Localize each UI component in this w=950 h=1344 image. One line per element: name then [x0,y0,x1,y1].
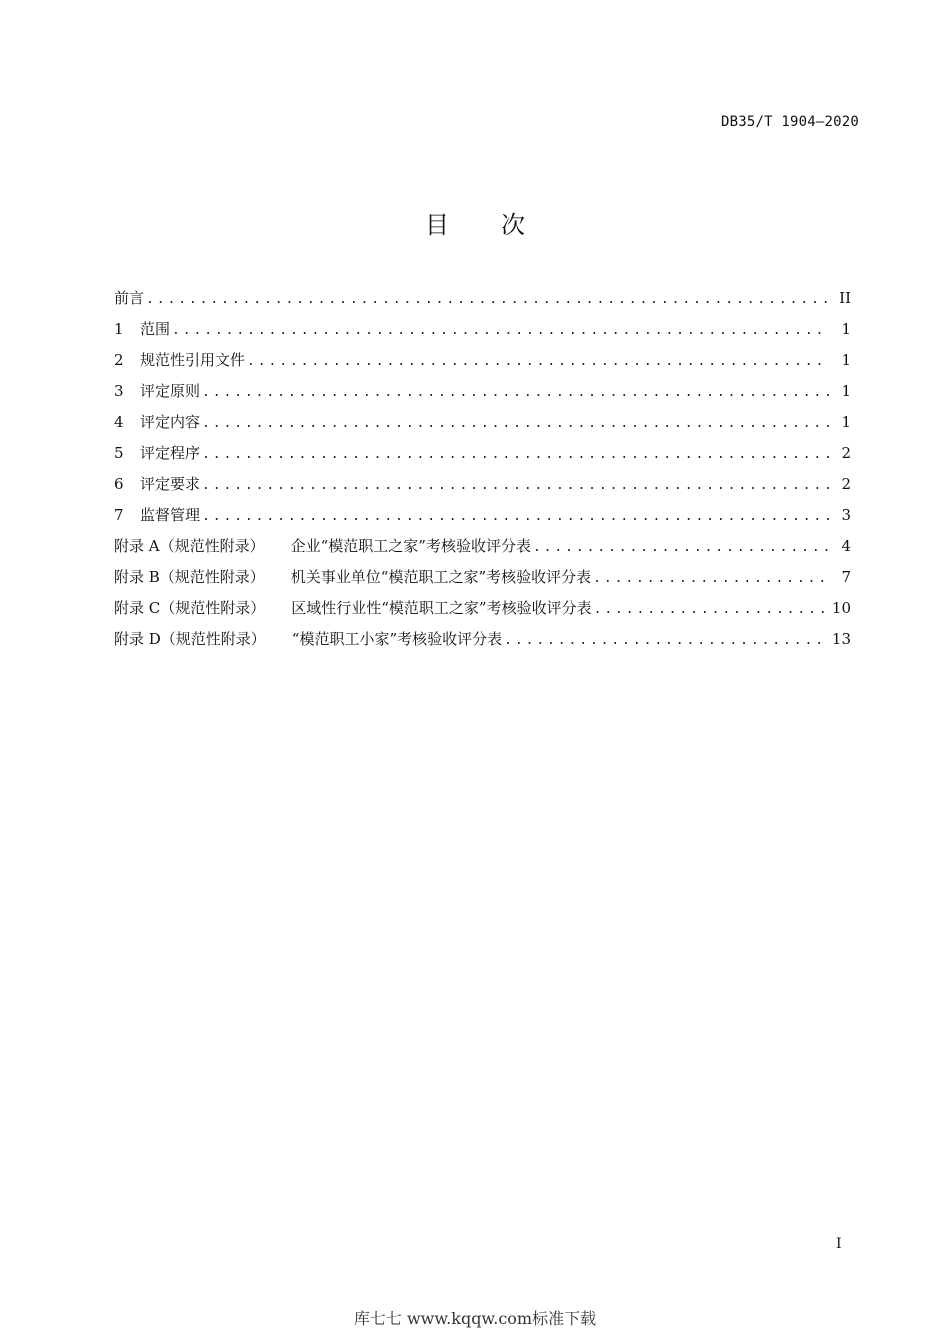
toc-entry-number: 6 [114,475,124,493]
toc-entry-procedure[interactable] [114,441,851,472]
toc-list [114,286,851,658]
toc-entry-requirements[interactable] [114,472,851,503]
document-code: DB35/T 1904—2020 [720,114,859,130]
toc-leader-dots [594,598,826,622]
toc-leader-dots [202,443,829,467]
toc-entry-prefix: 附录 C（规范性附录） [114,599,266,617]
toc-entry-preface[interactable] [114,286,851,317]
toc-entry-page: 1 [841,382,851,400]
toc-entry-label: 监督管理 [140,506,201,524]
toc-entry-number: 3 [114,382,124,400]
toc-entry-page: 10 [831,599,851,617]
toc-entry-prefix: 附录 D（规范性附录） [114,630,266,648]
toc-leader-dots [247,350,829,374]
toc-entry-page: 7 [841,568,851,586]
toc-entry-prefix: 附录 A（规范性附录） [114,537,265,555]
toc-entry-appendix-d[interactable] [114,627,851,658]
toc-leader-dots [202,474,829,498]
toc-entry-number: 1 [114,320,124,338]
toc-entry-label: 评定程序 [140,444,201,462]
toc-entry-page: 1 [841,413,851,431]
toc-title [0,205,950,240]
toc-title-char-1: 目 [425,211,449,239]
toc-entry-label: 机关事业单位“模范职工之家”考核验收评分表 [290,568,592,586]
toc-entry-page: 2 [841,444,851,462]
toc-title-char-2: 次 [501,211,525,239]
toc-leader-dots [593,567,829,591]
toc-entry-label: “模范职工小家”考核验收评分表 [291,630,503,648]
toc-leader-dots [202,505,829,529]
toc-entry-supervision[interactable] [114,503,851,534]
toc-leader-dots [533,536,829,560]
toc-entry-normative-references[interactable] [114,348,851,379]
toc-entry-appendix-a[interactable] [114,534,851,565]
toc-leader-dots [202,412,829,436]
toc-entry-page: 4 [841,537,851,555]
page-number: I [836,1236,842,1252]
toc-entry-prefix: 附录 B（规范性附录） [114,568,265,586]
toc-entry-label: 评定要求 [140,475,201,493]
toc-entry-number: 2 [114,351,124,369]
toc-entry-number: 7 [114,506,124,524]
toc-entry-page: 1 [841,351,851,369]
toc-entry-page: II [839,289,851,307]
toc-entry-label: 规范性引用文件 [140,351,246,369]
toc-entry-number: 4 [114,413,124,431]
toc-entry-appendix-c[interactable] [114,596,851,627]
toc-entry-content[interactable] [114,410,851,441]
toc-entry-page: 3 [841,506,851,524]
toc-entry-label: 评定原则 [140,382,201,400]
toc-entry-label: 企业“模范职工之家”考核验收评分表 [290,537,531,555]
toc-leader-dots [202,381,829,405]
toc-leader-dots [172,319,829,343]
toc-entry-page: 1 [841,320,851,338]
toc-entry-number: 5 [114,444,124,462]
toc-entry-principles[interactable] [114,379,851,410]
toc-leader-dots [146,288,829,312]
toc-entry-label: 评定内容 [140,413,201,431]
toc-entry-scope[interactable] [114,317,851,348]
footer-watermark: 库七七 www.kqqw.com标准下载 [353,1309,597,1328]
toc-entry-appendix-b[interactable] [114,565,851,596]
toc-entry-label: 区域性行业性“模范职工之家”考核验收评分表 [291,599,592,617]
toc-entry-label: 范围 [140,320,171,338]
toc-entry-label: 前言 [114,289,145,307]
toc-entry-page: 13 [831,630,851,648]
toc-leader-dots [504,629,826,653]
toc-entry-page: 2 [841,475,851,493]
